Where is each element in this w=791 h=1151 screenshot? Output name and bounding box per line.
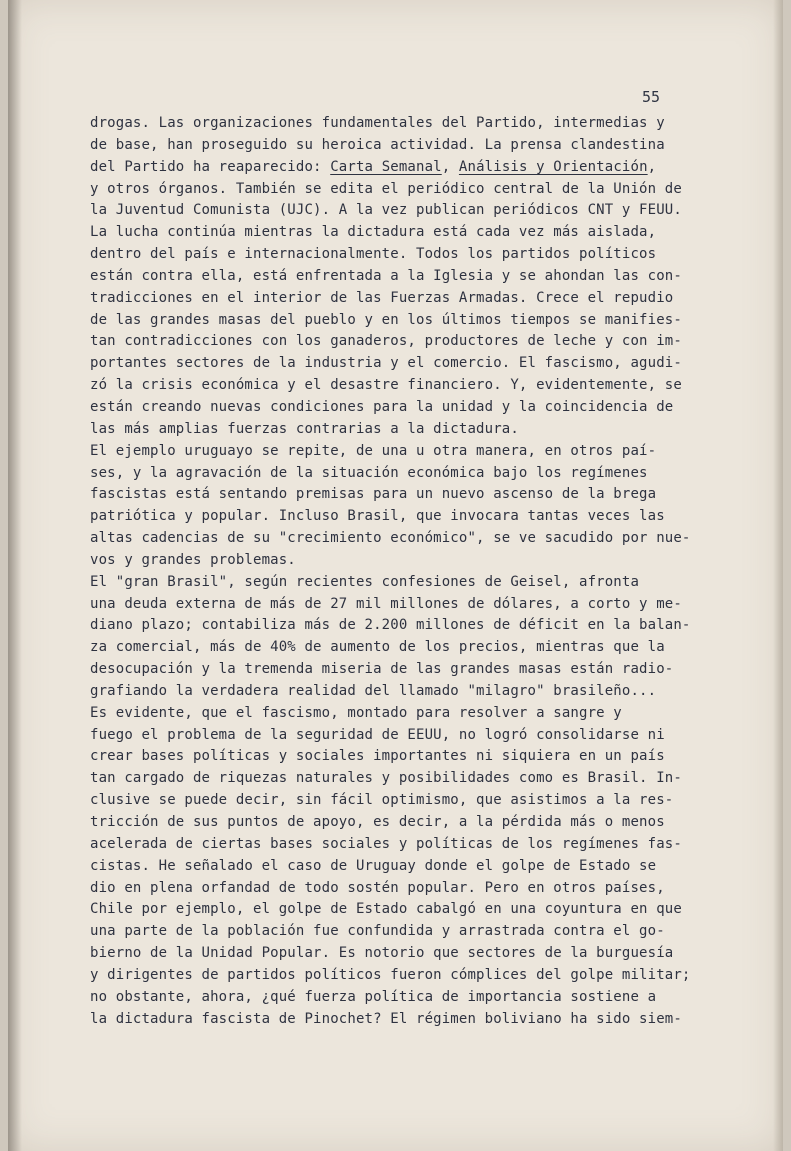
text-segment: tricción de sus puntos de apoyo, es decir, a la pérdida más o menos <box>90 814 665 830</box>
text-segment: grafiando la verdadera realidad del llamado "milagro" brasileño... <box>90 682 657 699</box>
text-segment: tan contradicciones con los ganaderos, productores de leche y con im- <box>90 333 682 350</box>
text-line <box>90 266 730 288</box>
text-line <box>90 637 730 659</box>
text-line <box>90 856 730 878</box>
text-segment: fascistas está sentando premisas para un nuevo ascenso de la brega <box>90 486 657 503</box>
text-line <box>90 135 730 157</box>
text-segment: desocupación y la tremenda miseria de las grandes masas están radio- <box>90 661 674 678</box>
text-line <box>90 790 730 812</box>
text-segment: La lucha continúa mientras la dictadura está cada vez más aislada, <box>90 224 657 241</box>
text-line <box>90 506 730 528</box>
text-line <box>90 725 730 747</box>
text-segment: la Juventud Comunista (UJC). A la vez publican periódicos CNT y FEUU. <box>90 202 682 219</box>
text-line <box>90 768 730 790</box>
page-edge <box>773 0 783 1151</box>
text-line <box>90 550 730 572</box>
text-line <box>90 703 730 725</box>
text-line <box>90 572 730 594</box>
text-line <box>90 594 730 616</box>
text-segment: una parte de la población fue confundida y arrastrada contra el go- <box>90 923 665 940</box>
text-segment: de base, han proseguido su heroica actividad. La prensa clandestina <box>90 136 665 153</box>
text-segment: , <box>441 158 459 175</box>
body-text <box>90 113 730 1030</box>
underlined-title: Análisis y Orientación <box>458 158 648 175</box>
text-line <box>90 528 730 550</box>
text-segment: tradicciones en el interior de las Fuerzas Armadas. Crece el repudio <box>90 289 674 306</box>
text-line <box>90 899 730 921</box>
binding-shadow <box>8 0 22 1151</box>
text-line <box>90 419 730 441</box>
text-segment: patriótica y popular. Incluso Brasil, que invocara tantas veces las <box>90 508 665 525</box>
text-line <box>90 397 730 419</box>
page-number: 55 <box>642 88 661 106</box>
text-line <box>90 484 730 506</box>
text-line <box>90 288 730 310</box>
text-line <box>90 157 730 179</box>
text-line <box>90 179 730 201</box>
text-segment: fuego el problema de la seguridad de EEUU, no logró consolidarse ni <box>90 726 665 743</box>
text-line <box>90 375 730 397</box>
text-segment: una deuda externa de más de 27 mil millones de dólares, a corto y me- <box>90 595 682 612</box>
text-segment: El ejemplo uruguayo se repite, de una u otra manera, en otros paí- <box>90 442 657 459</box>
text-segment: portantes sectores de la industria y el comercio. El fascismo, agudi- <box>90 355 682 372</box>
text-segment: Es evidente, que el fascismo, montado para resolver a sangre y <box>90 704 622 721</box>
text-line <box>90 200 730 222</box>
text-segment: clusive se puede decir, sin fácil optimismo, que asistimos a la res- <box>90 792 674 809</box>
underlined-title: Carta Semanal <box>330 158 442 175</box>
text-line <box>90 681 730 703</box>
text-line <box>90 965 730 987</box>
text-segment: están creando nuevas condiciones para la unidad y la coincidencia de <box>90 398 674 415</box>
text-segment: acelerada de ciertas bases sociales y políticas de los regímenes fas- <box>90 835 682 852</box>
text-segment: dentro del país e internacionalmente. Todos los partidos políticos <box>90 246 657 263</box>
text-segment: drogas. Las organizaciones fundamentales del Partido, intermedias y <box>90 115 665 131</box>
text-segment: El "gran Brasil", según recientes confesiones de Geisel, afronta <box>90 573 640 590</box>
text-line <box>90 331 730 353</box>
text-line <box>90 222 730 244</box>
text-line <box>90 310 730 332</box>
text-segment: de las grandes masas del pueblo y en los últimos tiempos se manifies- <box>90 311 682 328</box>
text-segment: y otros órganos. También se edita el periódico central de la Unión de <box>90 180 682 197</box>
text-segment: del Partido ha reaparecido: <box>90 158 331 175</box>
text-line <box>90 812 730 834</box>
text-segment: cistas. He señalado el caso de Uruguay donde el golpe de Estado se <box>90 857 657 874</box>
text-segment: altas cadencias de su "crecimiento económico", se ve sacudido por nue- <box>90 530 691 547</box>
text-segment: bierno de la Unidad Popular. Es notorio que sectores de la burguesía <box>90 945 674 962</box>
text-line <box>90 244 730 266</box>
document-page <box>8 0 783 1151</box>
text-line <box>90 615 730 637</box>
text-segment: diano plazo; contabiliza más de 2.200 millones de déficit en la balan- <box>90 617 691 634</box>
text-line <box>90 878 730 900</box>
text-line <box>90 834 730 856</box>
text-segment: tan cargado de riquezas naturales y posibilidades como es Brasil. In- <box>90 770 682 787</box>
text-line <box>90 353 730 375</box>
text-line <box>90 921 730 943</box>
text-line <box>90 943 730 965</box>
text-segment: la dictadura fascista de Pinochet? El régimen boliviano ha sido siem- <box>90 1010 682 1027</box>
text-segment: dio en plena orfandad de todo sostén popular. Pero en otros países, <box>90 879 665 896</box>
text-line <box>90 463 730 485</box>
text-line <box>90 659 730 681</box>
text-segment: las más amplias fuerzas contrarias a la dictadura. <box>90 420 519 437</box>
text-segment: no obstante, ahora, ¿qué fuerza política de importancia sostiene a <box>90 988 657 1005</box>
text-segment: están contra ella, está enfrentada a la Iglesia y se ahondan las con- <box>90 267 682 284</box>
text-line <box>90 113 730 135</box>
text-line <box>90 746 730 768</box>
text-line <box>90 987 730 1009</box>
text-segment: crear bases políticas y sociales importantes ni siquiera en un país <box>90 748 665 765</box>
text-segment: , <box>647 158 657 175</box>
text-segment: y dirigentes de partidos políticos fueron cómplices del golpe militar; <box>90 966 691 983</box>
text-segment: zó la crisis económica y el desastre financiero. Y, evidentemente, se <box>90 377 682 394</box>
text-segment: ses, y la agravación de la situación económica bajo los regímenes <box>90 464 648 481</box>
text-line <box>90 1009 730 1031</box>
text-segment: vos y grandes problemas. <box>90 551 296 568</box>
text-line <box>90 441 730 463</box>
text-segment: Chile por ejemplo, el golpe de Estado cabalgó en una coyuntura en que <box>90 901 682 918</box>
text-segment: za comercial, más de 40% de aumento de los precios, mientras que la <box>90 639 665 656</box>
